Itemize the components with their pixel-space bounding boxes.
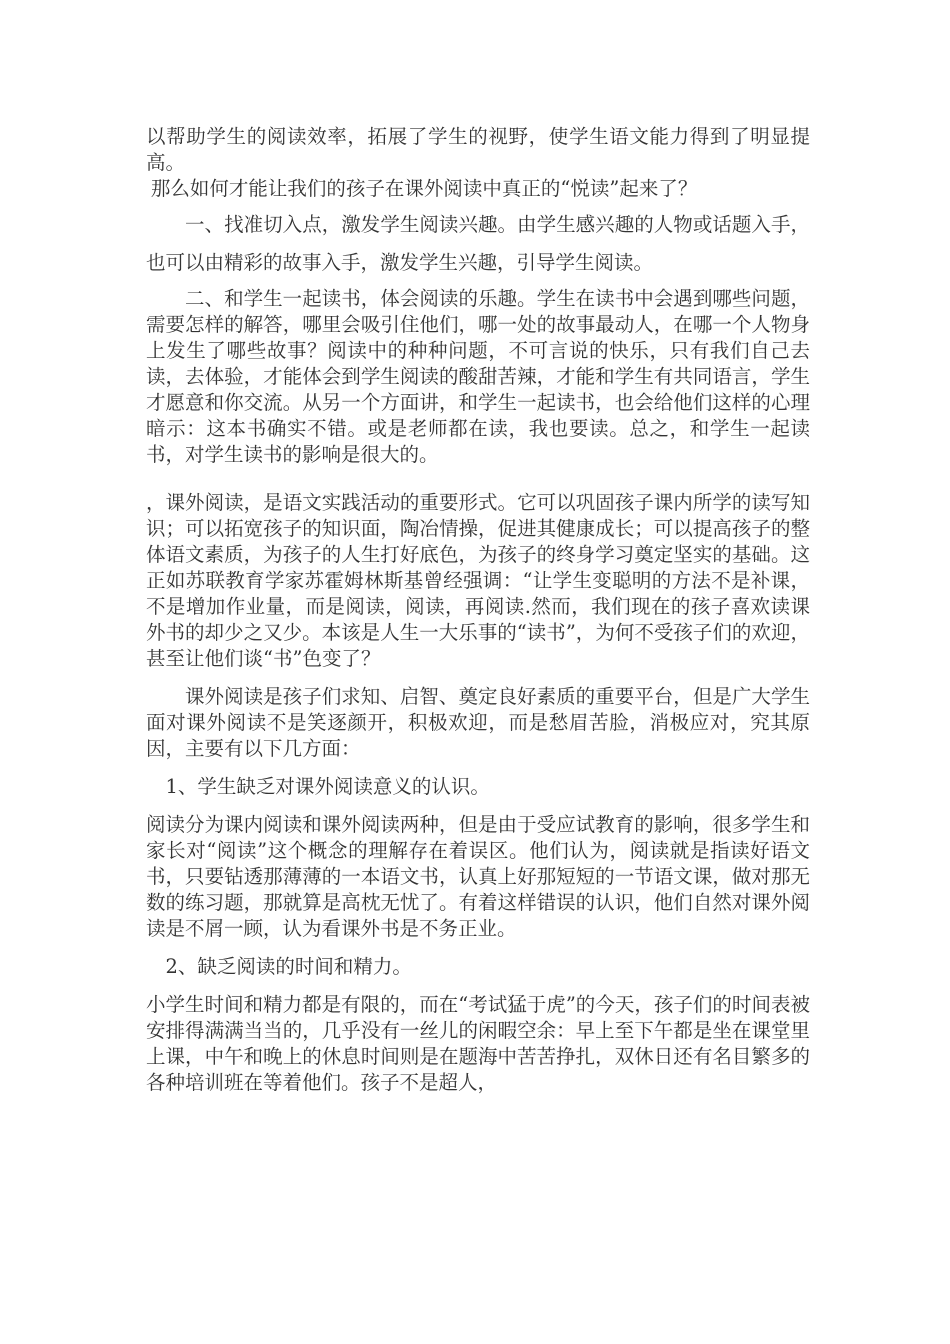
paragraph-extracurricular: ，课外阅读，是语文实践活动的重要形式。它可以巩固孩子课内所学的读写知识；可以拓宽孩子的知识面，陶冶情操，促进其健康成长；可以提高孩子的整体语文素质，为孩子的人生打好底色，为孩子的终身学习奠定坚实的基础。这正如苏联教育学家苏霍姆林斯基曾经强调：“让学生变聪明的方法不是补课，不是增加作业量，而是阅读，阅读，再阅读.然而，我们现在的孩子喜欢读课外书的却少之又少。本该是人生一大乐事的“读书”，为何不受孩子们的欢迎，甚至让他们谈“书”色变了？ (146, 491, 810, 670)
paragraph-reasons: 课外阅读是孩子们求知、启智、奠定良好素质的重要平台，但是广大学生面对课外阅读不是笑逐颜开，积极欢迎，而是愁眉苦脸，消极应对，究其原因，主要有以下几方面： (146, 685, 810, 760)
paragraph-point-two: 二、和学生一起读书，体会阅读的乐趣。学生在读书中会遇到哪些问题，需要怎样的解答，哪里会吸引住他们，哪一处的故事最动人，在哪一个人物身上发生了哪些故事？阅读中的种种问题，不可言说的快乐，只有我们自己去读，去体验，才能体会到学生阅读的酸甜苦辣，才能和学生有共同语言，学生才愿意和你交流。从另一个方面讲，和学生一起读书，也会给他们这样的心理暗示：这本书确实不错。或是老师都在读，我也要读。总之，和学生一起读书，对学生读书的影响是很大的。 (146, 287, 810, 466)
heading-reason-one: 1、学生缺乏对课外阅读意义的认识。 (165, 775, 490, 798)
paragraph-point-one: 一、找准切入点，激发学生阅读兴趣。由学生感兴趣的人物或话题入手，也可以由精彩的故事入手，激发学生兴趣，引导学生阅读。 (146, 213, 810, 274)
paragraph-intro: 以帮助学生的阅读效率，拓展了学生的视野，使学生语文能力得到了明显提高。 (146, 125, 810, 174)
paragraph-reason-two: 小学生时间和精力都是有限的，而在“考试猛于虎”的今天，孩子们的时间表被安排得满满当当的，几乎没有一丝儿的闲暇空余：早上至下午都是坐在课堂里上课，中午和晚上的休息时间则是在题海中苦苦挣扎，双休日还有名目繁多的各种培训班在等着他们。孩子不是超人， (146, 993, 810, 1094)
paragraph-question: 那么如何才能让我们的孩子在课外阅读中真正的“悦读”起来了？ (150, 177, 698, 200)
document-page (146, 124, 810, 1096)
paragraph-reason-one: 阅读分为课内阅读和课外阅读两种，但是由于受应试教育的影响，很多学生和家长对“阅读”这个概念的理解存在着误区。他们认为，阅读就是指读好语文书，只要钻透那薄薄的一本语文书，认真上好那短短的一节语文课，做对那无数的练习题，那就算是高枕无忧了。有着这样错误的认识，他们自然对课外阅读是不屑一顾，认为看课外书是不务正业。 (146, 813, 810, 940)
heading-reason-two: 2、缺乏阅读的时间和精力。 (165, 955, 412, 978)
